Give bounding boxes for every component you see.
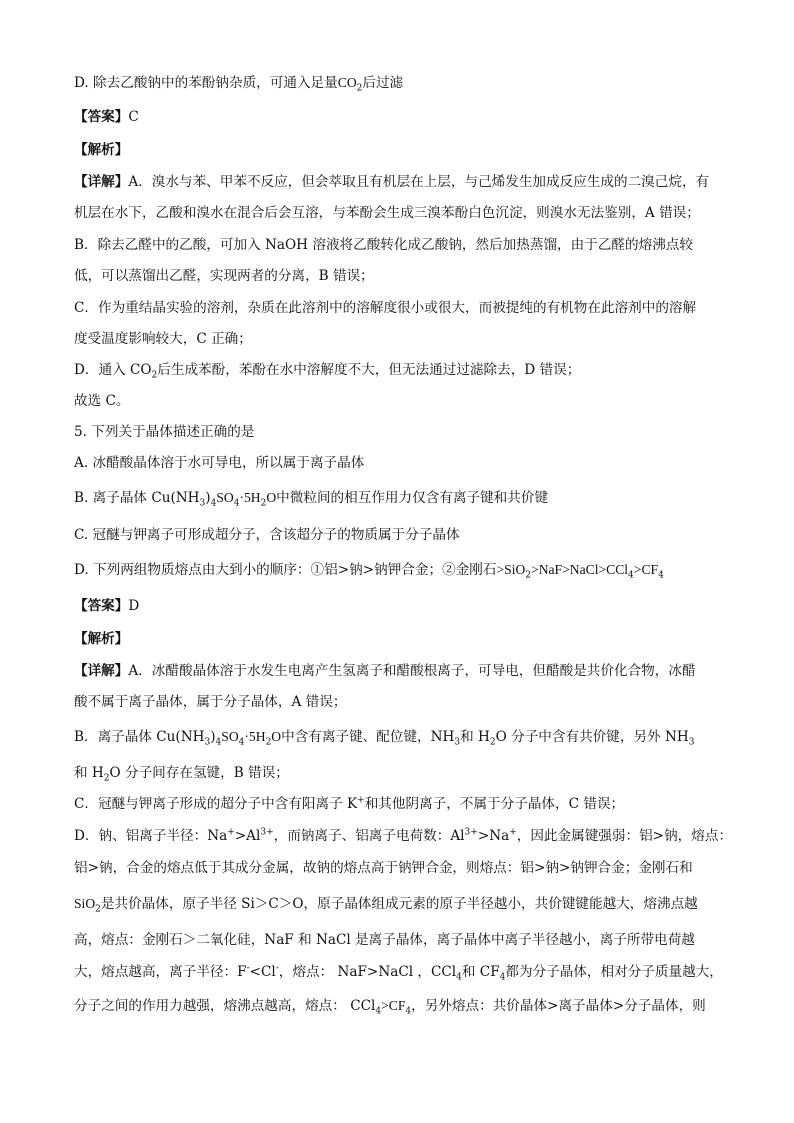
detail-4-b2: 低，可以蒸馏出乙醛，实现两者的分离，B 错误； <box>74 268 374 284</box>
formula: CO <box>337 75 357 90</box>
text: 和 H <box>460 729 490 745</box>
text: C．冠醚与钾离子形成的超分子中含有阳离子 K <box>74 796 358 812</box>
formula: SO <box>221 729 239 744</box>
subscript: 4 <box>233 498 240 509</box>
text: 后过滤 <box>362 75 404 91</box>
text: ) <box>205 490 211 506</box>
text: <Cl <box>249 964 276 980</box>
detail-4-a2: 机层在水下，乙酸和溴水在混合后会互溶，与苯酚会生成三溴苯酚白色沉淀，则溴水无法鉴别，A 错误； <box>74 205 700 221</box>
formula: >CF <box>381 998 406 1013</box>
text: B．离子晶体 Cu(NH <box>74 729 205 745</box>
detail-5-b1 <box>74 728 694 746</box>
subscript: 2 <box>95 904 101 915</box>
superscript: + <box>509 827 517 838</box>
text: 中微粒间的相互作用力仅含有离子键和共价键 <box>276 490 549 506</box>
formula: ·5H <box>244 729 266 744</box>
detail-4-c2: 度受温度影响较大，C 正确； <box>74 331 252 347</box>
question-5-option-a: A. 冰醋酸晶体溶于水可导电，所以属于离子晶体 <box>74 455 365 471</box>
answer-label: 【答案】 <box>74 109 129 125</box>
formula: >CF <box>633 562 659 577</box>
answer-label: 【答案】 <box>74 598 129 614</box>
subscript: 2 <box>356 83 363 94</box>
subscript: 4 <box>456 972 462 983</box>
text: D．钠、铝离子半径：Na <box>74 828 228 844</box>
answer-4 <box>74 108 139 126</box>
subscript: 2 <box>265 737 272 748</box>
text: ，熔点： NaF>NaCl ，CCl <box>278 964 457 980</box>
analysis-label: 【解析】 <box>74 142 129 158</box>
text: >Na <box>477 828 510 844</box>
detail-4-b1: B．除去乙醛中的乙酸，可加入 NaOH 溶液将乙酸转化成乙酸钠，然后加热蒸馏，由于乙醛的熔沸点较 <box>74 237 693 253</box>
subscript: 3 <box>199 498 206 509</box>
subscript: 2 <box>260 498 267 509</box>
detail-5-a1 <box>74 662 696 680</box>
answer-5 <box>74 597 139 615</box>
detail-5-d3 <box>74 895 698 913</box>
formula: O <box>271 729 282 744</box>
text: A．冰醋酸晶体溶于水发生电离产生氢离子和醋酸根离子，可导电，但醋酸是共价化合物，冰醋 <box>128 663 696 679</box>
text: 大，熔点越高，离子半径：F <box>74 964 247 980</box>
subscript: 4 <box>210 498 217 509</box>
subscript: 2 <box>525 570 532 581</box>
text: D．通入 CO <box>74 362 152 378</box>
detail-label: 【详解】 <box>74 663 129 679</box>
subscript: 4 <box>215 737 222 748</box>
detail-4-c1: C．作为重结晶实验的溶剂，杂质在此溶剂中的溶解度很小或很大，而被提纯的有机物在此溶剂中的溶解 <box>74 300 697 316</box>
question-5-option-c: C. 冠醚与钾离子可形成超分子，含该超分子的物质属于分子晶体 <box>74 527 460 543</box>
superscript: 3+ <box>260 827 274 838</box>
formula: SO <box>216 490 234 505</box>
subscript: 4 <box>628 570 634 581</box>
detail-5-b2 <box>74 764 289 782</box>
text: 和 H <box>74 765 104 781</box>
detail-5-d1 <box>74 827 732 845</box>
text: 后生成苯酚，苯酚在水中溶解度不大，但无法通过过滤除去，D 错误； <box>157 362 581 378</box>
text: 分子之间的作用力越强，熔沸点越高，熔点： CCl <box>74 998 376 1014</box>
detail-4-conclusion: 故选 C。 <box>74 393 130 409</box>
detail-5-d6 <box>74 997 706 1015</box>
question-5-option-d <box>74 561 664 579</box>
text: ) <box>210 729 216 745</box>
superscript: - <box>275 963 279 974</box>
text: O 分子间存在氢键，B 错误； <box>109 765 289 781</box>
detail-label: 【详解】 <box>74 174 129 190</box>
text: ，因此金属键强弱：铝>钠，熔点： <box>516 828 733 844</box>
detail-5-a2: 酸不属于离子晶体，属于分子晶体，A 错误； <box>74 694 347 710</box>
text: B. 离子晶体 Cu(NH <box>74 490 200 506</box>
detail-5-c <box>74 795 624 813</box>
text: D. 除去乙酸钠中的苯酚钠杂质，可通入足量 <box>74 75 338 91</box>
question-5-stem: 5. 下列关于晶体描述正确的是 <box>74 424 255 440</box>
formula: ·5H <box>239 490 261 505</box>
formula: >SiO <box>496 562 526 577</box>
text: ，另外熔点：共价晶体>离子晶体>分子晶体，则 <box>411 998 706 1014</box>
superscript: + <box>227 827 235 838</box>
detail-5-d2: 铝>钠，合金的熔点低于其成分金属，故钠的熔点高于钠钾合金，则熔点：铝>钠>钠钾合金；金刚石和 <box>74 860 693 876</box>
detail-4-d <box>74 361 580 379</box>
text: D. 下列两组物质熔点由大到小的顺序：①铝>钠>钠钾合金；②金刚石 <box>74 562 497 578</box>
detail-5-d4: 高，熔点：金刚石＞二氧化硅，NaF 和 NaCl 是离子晶体，离子晶体中离子半径越小，离子所带电荷越 <box>74 932 695 948</box>
formula: SiO <box>74 896 96 911</box>
subscript: 3 <box>454 737 461 748</box>
subscript: 4 <box>405 1006 412 1017</box>
subscript: 4 <box>375 1006 382 1017</box>
text: 都为分子晶体，相对分子质量越大， <box>505 964 723 980</box>
text: ，而钠离子、铝离子电荷数：Al <box>273 828 465 844</box>
answer-value: C <box>128 109 139 125</box>
text: 中含有离子键、配位键，NH <box>281 729 455 745</box>
subscript: 3 <box>688 737 695 748</box>
subscript: 3 <box>204 737 211 748</box>
subscript: 2 <box>151 370 158 381</box>
formula: >NaF>NaCl>CCl <box>531 562 629 577</box>
analysis-label: 【解析】 <box>74 631 129 647</box>
text: A．溴水与苯、甲苯不反应，但会萃取且有机层在上层，与己烯发生加成反应生成的二溴己烷，有 <box>128 174 710 190</box>
text: O 分子中含有共价键，另外 NH <box>495 729 689 745</box>
subscript: 4 <box>238 737 245 748</box>
text: >Al <box>234 828 261 844</box>
formula: O <box>266 490 277 505</box>
text: 和 CF <box>461 964 500 980</box>
subscript: 2 <box>103 773 110 784</box>
q4-option-d <box>74 74 403 92</box>
superscript: - <box>246 963 250 974</box>
subscript: 2 <box>489 737 496 748</box>
subscript: 4 <box>658 570 664 581</box>
detail-4-a1 <box>74 173 709 191</box>
text: 和其他阴离子，不属于分子晶体，C 错误； <box>364 796 625 812</box>
answer-value: D <box>128 598 140 614</box>
text: 是共价晶体，原子半径 Si＞C＞O，原子晶体组成元素的原子半径越小，共价键键能越大，熔沸点越 <box>100 896 698 912</box>
analysis-5-label <box>74 630 128 648</box>
superscript: 3+ <box>464 827 478 838</box>
question-5-option-b <box>74 489 548 507</box>
subscript: 4 <box>499 972 506 983</box>
superscript: + <box>357 795 365 806</box>
detail-5-d5 <box>74 963 723 981</box>
analysis-4-label <box>74 141 128 159</box>
